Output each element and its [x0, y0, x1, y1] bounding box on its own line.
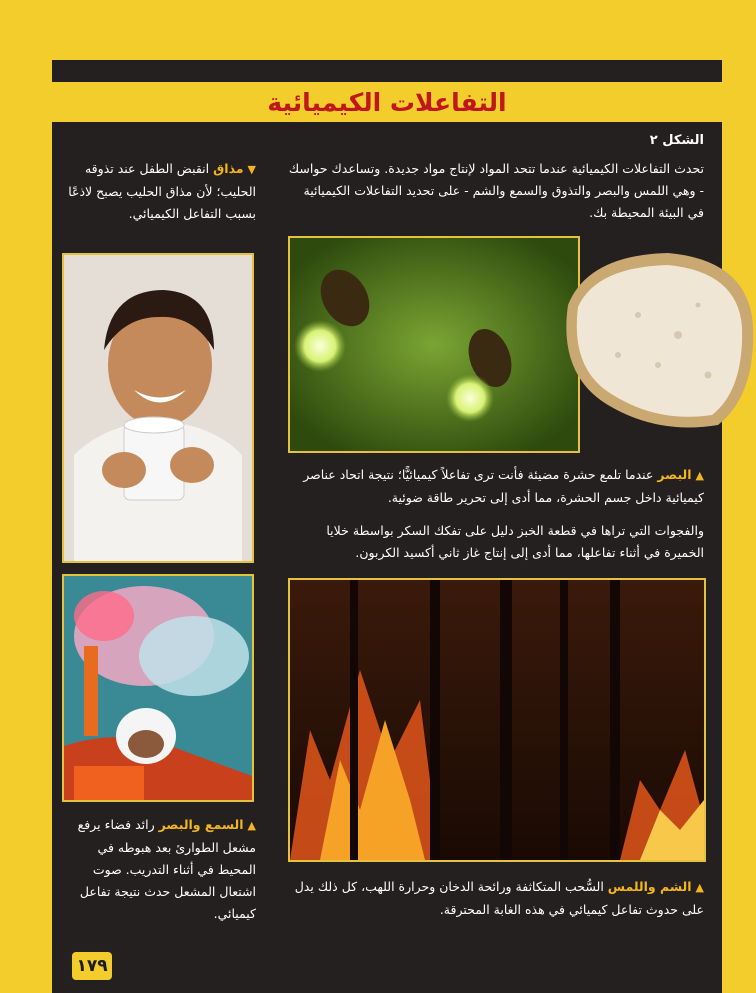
sight-text: عندما تلمع حشرة مضيئة فأنت ترى تفاعلاً كيميائيًّا؛ نتيجة اتحاد عناصر كيميائية داخل جسم الحشرة، مما أدى إلى تحرير طاقة ضوئية. — [303, 467, 704, 505]
taste-keyword: مذاق — [213, 161, 244, 176]
page-title-band — [52, 82, 722, 122]
page-title: التفاعلات الكيميائية — [267, 87, 507, 117]
intro-paragraph: تحدث التفاعلات الكيميائية عندما تتحد المواد لإنتاج مواد جديدة. وتساعدك حواسك - وهي اللمس والبصر والتذوق والسمع والشم - على تحديد التفاعلات الكيميائية في البيئة المحيطة بك. — [288, 161, 704, 220]
triangle-up-icon: ▲ — [247, 819, 256, 832]
fireflies-illustration — [290, 238, 578, 451]
taste-text: انقبض الطفل عند تذوقه الحليب؛ لأن مذاق الحليب يصبح لاذعًا بسبب التفاعل الكيميائي. — [68, 161, 256, 221]
bread-slice-illustration — [548, 245, 756, 435]
astronaut-flare-illustration — [64, 576, 252, 800]
bread-slice-photo — [548, 245, 756, 435]
fireflies-photo — [288, 236, 580, 453]
triangle-down-icon: ▼ — [247, 163, 256, 176]
hearing-caption — [66, 814, 256, 925]
taste-caption — [66, 158, 256, 225]
hearing-keyword: السمع والبصر — [158, 817, 244, 832]
smell-text: السُّحب المتكاثفة ورائحة الدخان وحرارة اللهب، كل ذلك يدل على حدوث تفاعل كيميائي في هذه الغابة المحترقة. — [294, 879, 704, 917]
smell-caption — [284, 876, 704, 921]
bread-paragraph: والفجوات التي تراها في قطعة الخبز دليل على تفكك السكر بواسطة خلايا الخميرة في أثناء تفاعلها، مما أدى إلى إنتاج غاز ثاني أكسيد الكربون. — [326, 523, 704, 560]
hearing-text: رائد فضاء يرفع مشعل الطوارئ بعد هبوطه في المحيط في أثناء التدريب. صوت اشتعال المشعل حدث نتيجة تفاعل كيميائي. — [77, 817, 256, 921]
figure-label: الشكل ٢ — [649, 133, 704, 148]
triangle-up-icon: ▲ — [695, 469, 704, 482]
astronaut-flare-photo — [62, 574, 254, 802]
boy-milk-photo — [62, 253, 254, 563]
sight-keyword: البصر — [657, 467, 692, 482]
triangle-up-icon: ▲ — [695, 881, 704, 894]
sight-caption — [284, 464, 704, 509]
boy-milk-illustration — [64, 255, 252, 561]
smell-keyword: الشم واللمس — [607, 879, 692, 894]
page-number: ١٧٩ — [72, 952, 112, 980]
forest-fire-photo — [288, 578, 706, 862]
forest-fire-illustration — [290, 580, 704, 860]
